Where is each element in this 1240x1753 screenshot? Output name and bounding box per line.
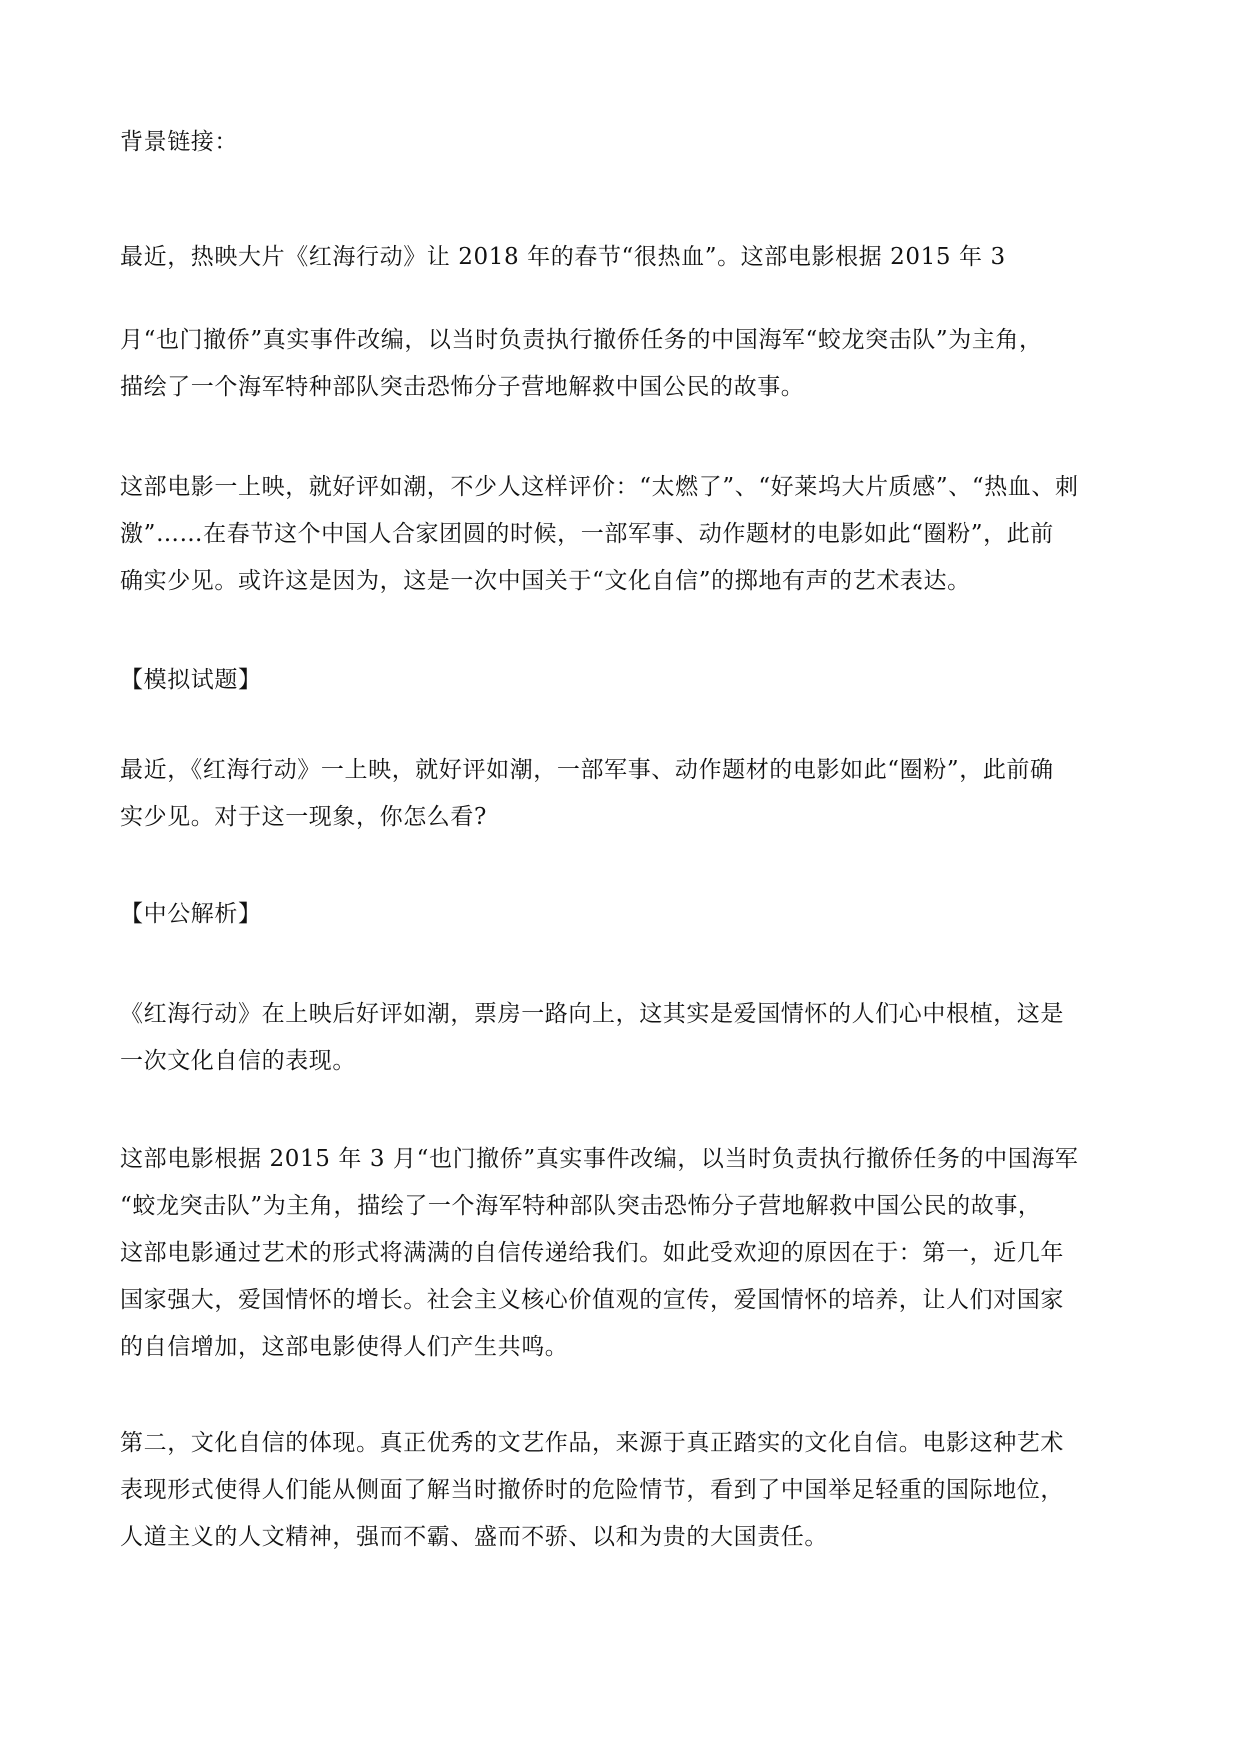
mock-question xyxy=(120,747,1125,841)
paragraph-line: 最近，《红海行动》一上映，就好评如潮，一部军事、动作题材的电影如此“圈粉”，此前确 xyxy=(120,757,1054,783)
mock-question-heading-text: 【模拟试题】 xyxy=(120,667,262,693)
paragraph-line: 国家强大，爱国情怀的增长。社会主义核心价值观的宣传，爱国情怀的培养，让人们对国家 xyxy=(120,1287,1064,1313)
paragraph-line: 一次文化自信的表现。 xyxy=(120,1048,356,1074)
analysis-paragraph-3 xyxy=(120,1420,1125,1561)
paragraph-line: 实少见。对于这一现象，你怎么看? xyxy=(120,804,487,830)
background-label-text: 背景链接： xyxy=(120,129,238,155)
paragraph-line: 表现形式使得人们能从侧面了解当时撤侨时的危险情节，看到了中国举足轻重的国际地位， xyxy=(120,1477,1064,1503)
background-label xyxy=(120,119,1125,166)
paragraph-line: 确实少见。或许这是因为，这是一次中国关于“文化自信”的掷地有声的艺术表达。 xyxy=(120,568,971,594)
paragraph-line: 人道主义的人文精神，强而不霸、盛而不骄、以和为贵的大国责任。 xyxy=(120,1524,828,1550)
mock-question-heading xyxy=(120,657,1125,704)
paragraph-line: 描绘了一个海军特种部队突击恐怖分子营地解救中国公民的故事。 xyxy=(120,374,805,400)
paragraph-line: 《红海行动》在上映后好评如潮，票房一路向上，这其实是爱国情怀的人们心中根植，这是 xyxy=(120,1001,1064,1027)
background-paragraph-1 xyxy=(120,234,1125,281)
analysis-paragraph-1 xyxy=(120,991,1125,1085)
paragraph-line: 这部电影通过艺术的形式将满满的自信传递给我们。如此受欢迎的原因在于：第一，近几年 xyxy=(120,1240,1064,1266)
paragraph-line: 月“也门撤侨”真实事件改编，以当时负责执行撤侨任务的中国海军“蛟龙突击队”为主角， xyxy=(120,327,1043,353)
background-paragraph-2 xyxy=(120,317,1125,411)
paragraph-line: 激”……在春节这个中国人合家团圆的时候，一部军事、动作题材的电影如此“圈粉”，此前 xyxy=(120,521,1054,547)
paragraph-line: 这部电影一上映，就好评如潮，不少人这样评价：“太燃了”、“好莱坞大片质感”、“热血、刺 xyxy=(120,474,1079,500)
paragraph-line: “蛟龙突击队”为主角，描绘了一个海军特种部队突击恐怖分子营地解救中国公民的故事， xyxy=(120,1193,1042,1219)
analysis-paragraph-2 xyxy=(120,1136,1125,1371)
analysis-heading-text: 【中公解析】 xyxy=(120,901,262,927)
paragraph-line: 的自信增加，这部电影使得人们产生共鸣。 xyxy=(120,1334,569,1360)
background-paragraph-3 xyxy=(120,464,1125,605)
analysis-heading xyxy=(120,891,1125,938)
paragraph-line: 第二，文化自信的体现。真正优秀的文艺作品，来源于真正踏实的文化自信。电影这种艺术 xyxy=(120,1430,1064,1456)
paragraph-line: 最近，热映大片《红海行动》让 2018 年的春节“很热血”。这部电影根据 2015 年 3 xyxy=(120,244,1006,270)
paragraph-line: 这部电影根据 2015 年 3 月“也门撤侨”真实事件改编，以当时负责执行撤侨任务的中国海军 xyxy=(120,1146,1079,1172)
